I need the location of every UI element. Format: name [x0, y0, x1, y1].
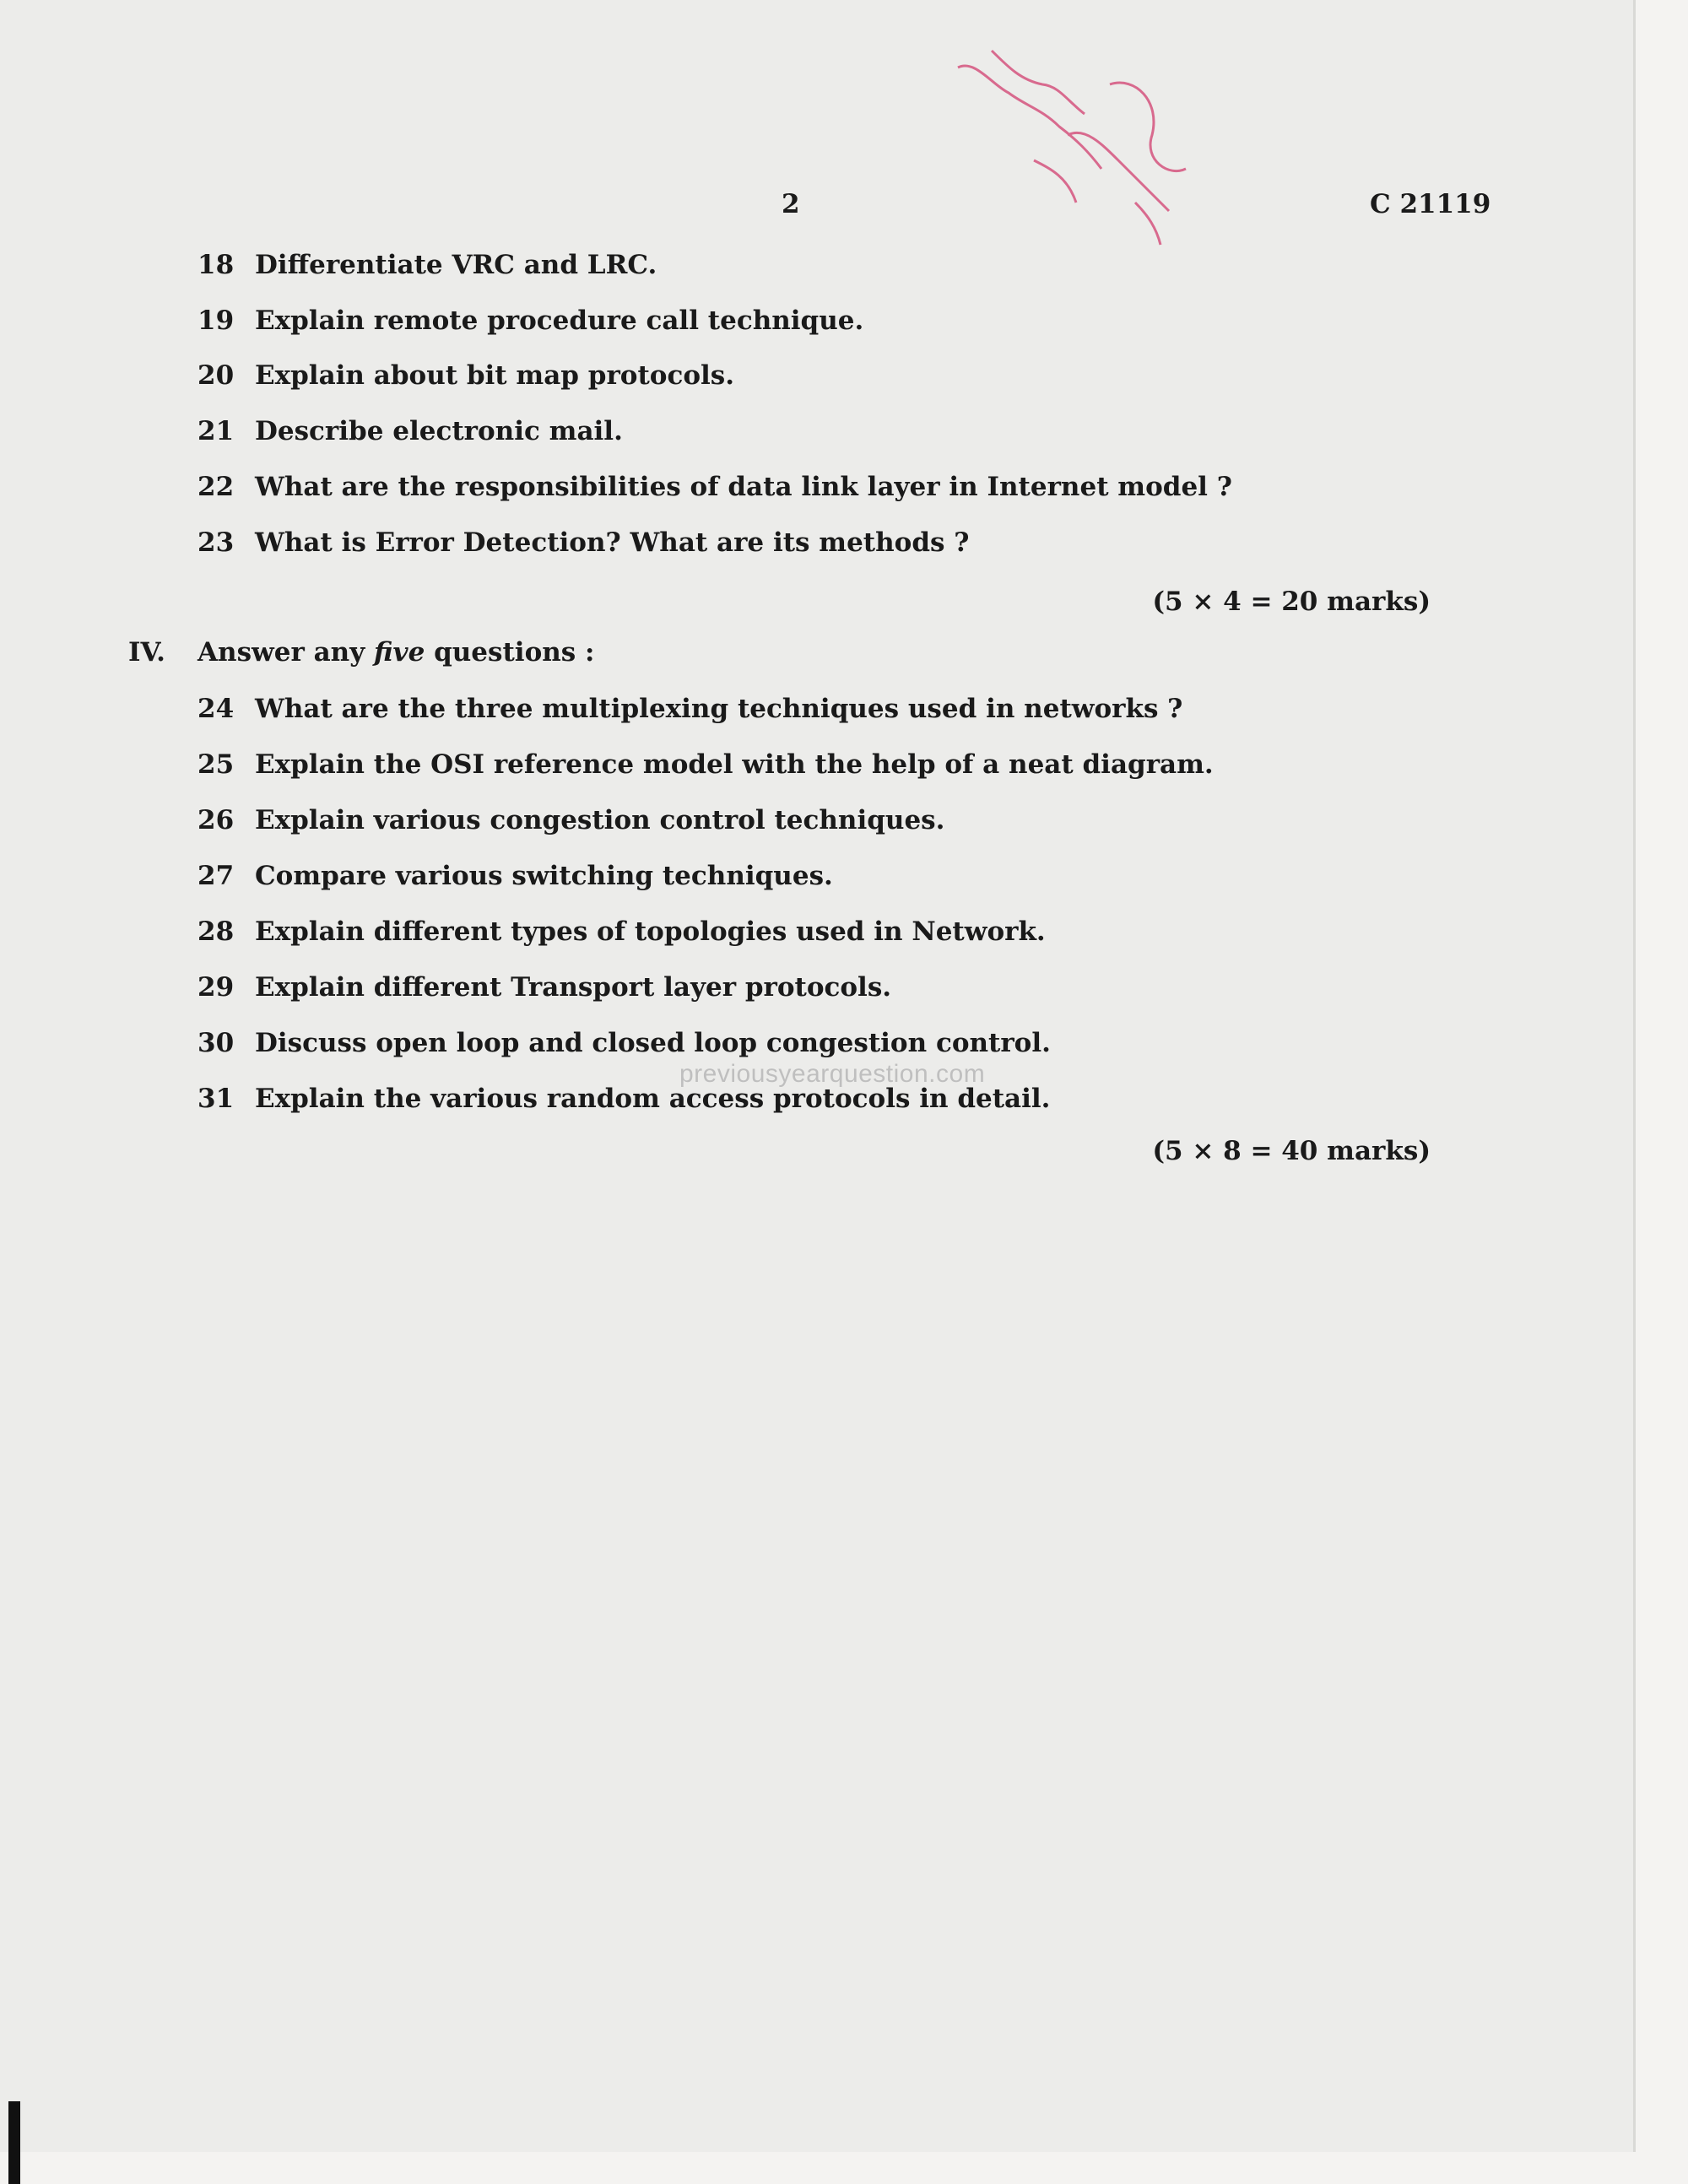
question-text: Discuss open loop and closed loop congestion control.: [255, 1028, 1051, 1058]
question-number: 18: [197, 250, 235, 280]
paper-code: C 21119: [1370, 189, 1491, 219]
question-text: What are the three multiplexing techniques used in networks ?: [255, 694, 1183, 724]
section-instruction-end: questions :: [434, 637, 595, 668]
question-item: [197, 1028, 1051, 1058]
question-number: 31: [197, 1084, 235, 1114]
question-number: 30: [197, 1028, 235, 1058]
question-item: [197, 972, 891, 1003]
question-item: [197, 749, 1214, 780]
section-three-marks: (5 × 4 = 20 marks): [1152, 587, 1431, 617]
question-item: [197, 861, 833, 891]
question-item: [197, 916, 1046, 947]
watermark: previousyearquestion.com: [679, 1060, 986, 1088]
page-number: 2: [782, 189, 800, 219]
question-number: 28: [197, 916, 235, 947]
section-four-marks: (5 × 8 = 40 marks): [1152, 1136, 1431, 1166]
question-item: [197, 472, 1232, 502]
question-text: Compare various switching techniques.: [255, 861, 833, 891]
question-item: [197, 305, 863, 336]
question-number: 20: [197, 360, 235, 391]
question-number: 22: [197, 472, 235, 502]
question-item: [197, 805, 944, 835]
scan-edge-bar: [8, 2101, 20, 2184]
question-item: [197, 416, 623, 446]
handwritten-annotation-mark: [941, 34, 1228, 253]
question-text: Explain remote procedure call technique.: [255, 305, 864, 336]
question-number: 29: [197, 972, 235, 1003]
question-number: 24: [197, 694, 235, 724]
question-item: [197, 250, 657, 280]
question-text: What are the responsibilities of data link layer in Internet model ?: [255, 472, 1232, 502]
question-text: Describe electronic mail.: [255, 416, 623, 446]
question-number: 27: [197, 861, 235, 891]
question-text: What is Error Detection? What are its methods ?: [255, 527, 970, 558]
section-instruction-emphasis: five: [374, 637, 425, 668]
question-text: Explain about bit map protocols.: [255, 360, 735, 391]
question-text: Differentiate VRC and LRC.: [255, 250, 657, 280]
question-text: Explain different types of topologies used in Network.: [255, 916, 1046, 947]
section-four-heading: [128, 637, 594, 668]
question-number: 23: [197, 527, 235, 558]
question-number: 21: [197, 416, 235, 446]
question-item: [197, 694, 1182, 724]
question-text: Explain different Transport layer protocols.: [255, 972, 892, 1003]
section-roman-numeral: IV.: [128, 637, 165, 668]
question-number: 19: [197, 305, 235, 336]
section-instruction-start: Answer any: [197, 637, 365, 668]
question-text: Explain the OSI reference model with the help of a neat diagram.: [255, 749, 1214, 780]
question-item: [197, 527, 969, 558]
question-text: Explain various congestion control techniques.: [255, 805, 945, 835]
question-number: 25: [197, 749, 235, 780]
question-text: Explain the various random access protocols in detail.: [255, 1084, 1051, 1114]
question-number: 26: [197, 805, 235, 835]
question-item: [197, 360, 734, 391]
